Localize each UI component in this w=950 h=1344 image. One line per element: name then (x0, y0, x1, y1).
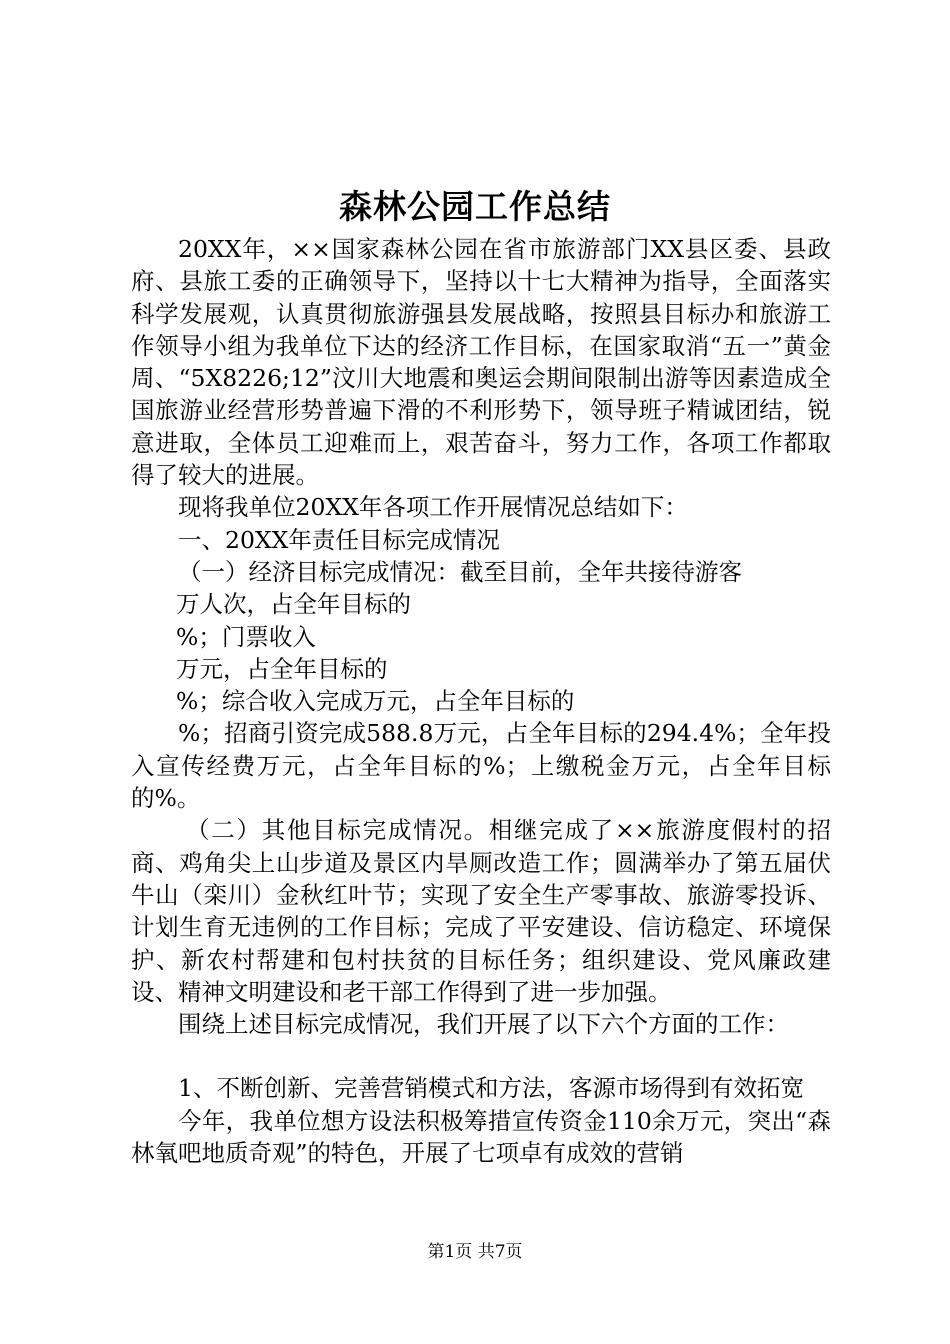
line-ticket-income: %；门票收入 (176, 622, 316, 651)
paragraph-other-goals: （二）其他目标完成情况。相继完成了××旅游度假村的招商、鸡角尖上山步道及景区内旱厕改造工作；圆满举办了第五届伏牛山（栾川）金秋红叶节；实现了安全生产零事故、旅游零投诉、计划生育无违例的工作目标；完成了平安建设、信访稳定、环境保护、新农村帮建和包村扶贫的目标任务；组织建设、党风廉政建设、精神文明建设和老干部工作得到了进一步加强。 (131, 816, 831, 1006)
line-visitors: 万人次，占全年目标的 (176, 590, 411, 619)
page-footer: 第1页 共7页 (427, 1242, 523, 1262)
paragraph-economic-goals: （一）经济目标完成情况：截至目前，全年共接待游客 (178, 557, 742, 586)
document-title: 森林公园工作总结 (339, 187, 611, 226)
paragraph-summary-lead: 现将我单位20XX年各项工作开展情况总结如下： (178, 493, 688, 522)
section-heading-1: 一、20XX年责任目标完成情况 (178, 525, 500, 554)
paragraph-six-aspects: 围绕上述目标完成情况，我们开展了以下六个方面的工作： (178, 1010, 789, 1039)
line-total-income: %；综合收入完成万元，占全年目标的 (176, 687, 575, 716)
paragraph-investment: %；招商引资完成588.8万元，占全年目标的294.4%；全年投入宣传经费万元，占全年目标的%；上缴税金万元，占全年目标的%。 (131, 719, 831, 813)
paragraph-marketing: 今年，我单位想方设法积极筹措宣传资金110余万元，突出“森林氧吧地质奇观”的特色，开展了七项卓有成效的营销 (131, 1106, 831, 1168)
document-body (131, 233, 831, 1169)
paragraph-intro: 20XX年，××国家森林公园在省市旅游部门XX县区委、县政府、县旅工委的正确领导下，坚持以十七大精神为指导，全面落实科学发展观，认真贯彻旅游强县发展战略，按照县目标办和旅游工作领导小组为我单位下达的经济工作目标，在国家取消“五一”黄金周、“5X8226;12”汶川大地震和奥运会期间限制出游等因素造成全国旅游业经营形势普遍下滑的不利形势下，领导班子精诚团结，锐意进取，全体员工迎难而上，艰苦奋斗，努力工作，各项工作都取得了较大的进展。 (131, 235, 831, 490)
line-ticket-target: 万元，占全年目标的 (176, 654, 388, 683)
subsection-heading-1: 1、不断创新、完善营销模式和方法，客源市场得到有效拓宽 (178, 1074, 804, 1103)
blank-line (131, 1040, 831, 1072)
